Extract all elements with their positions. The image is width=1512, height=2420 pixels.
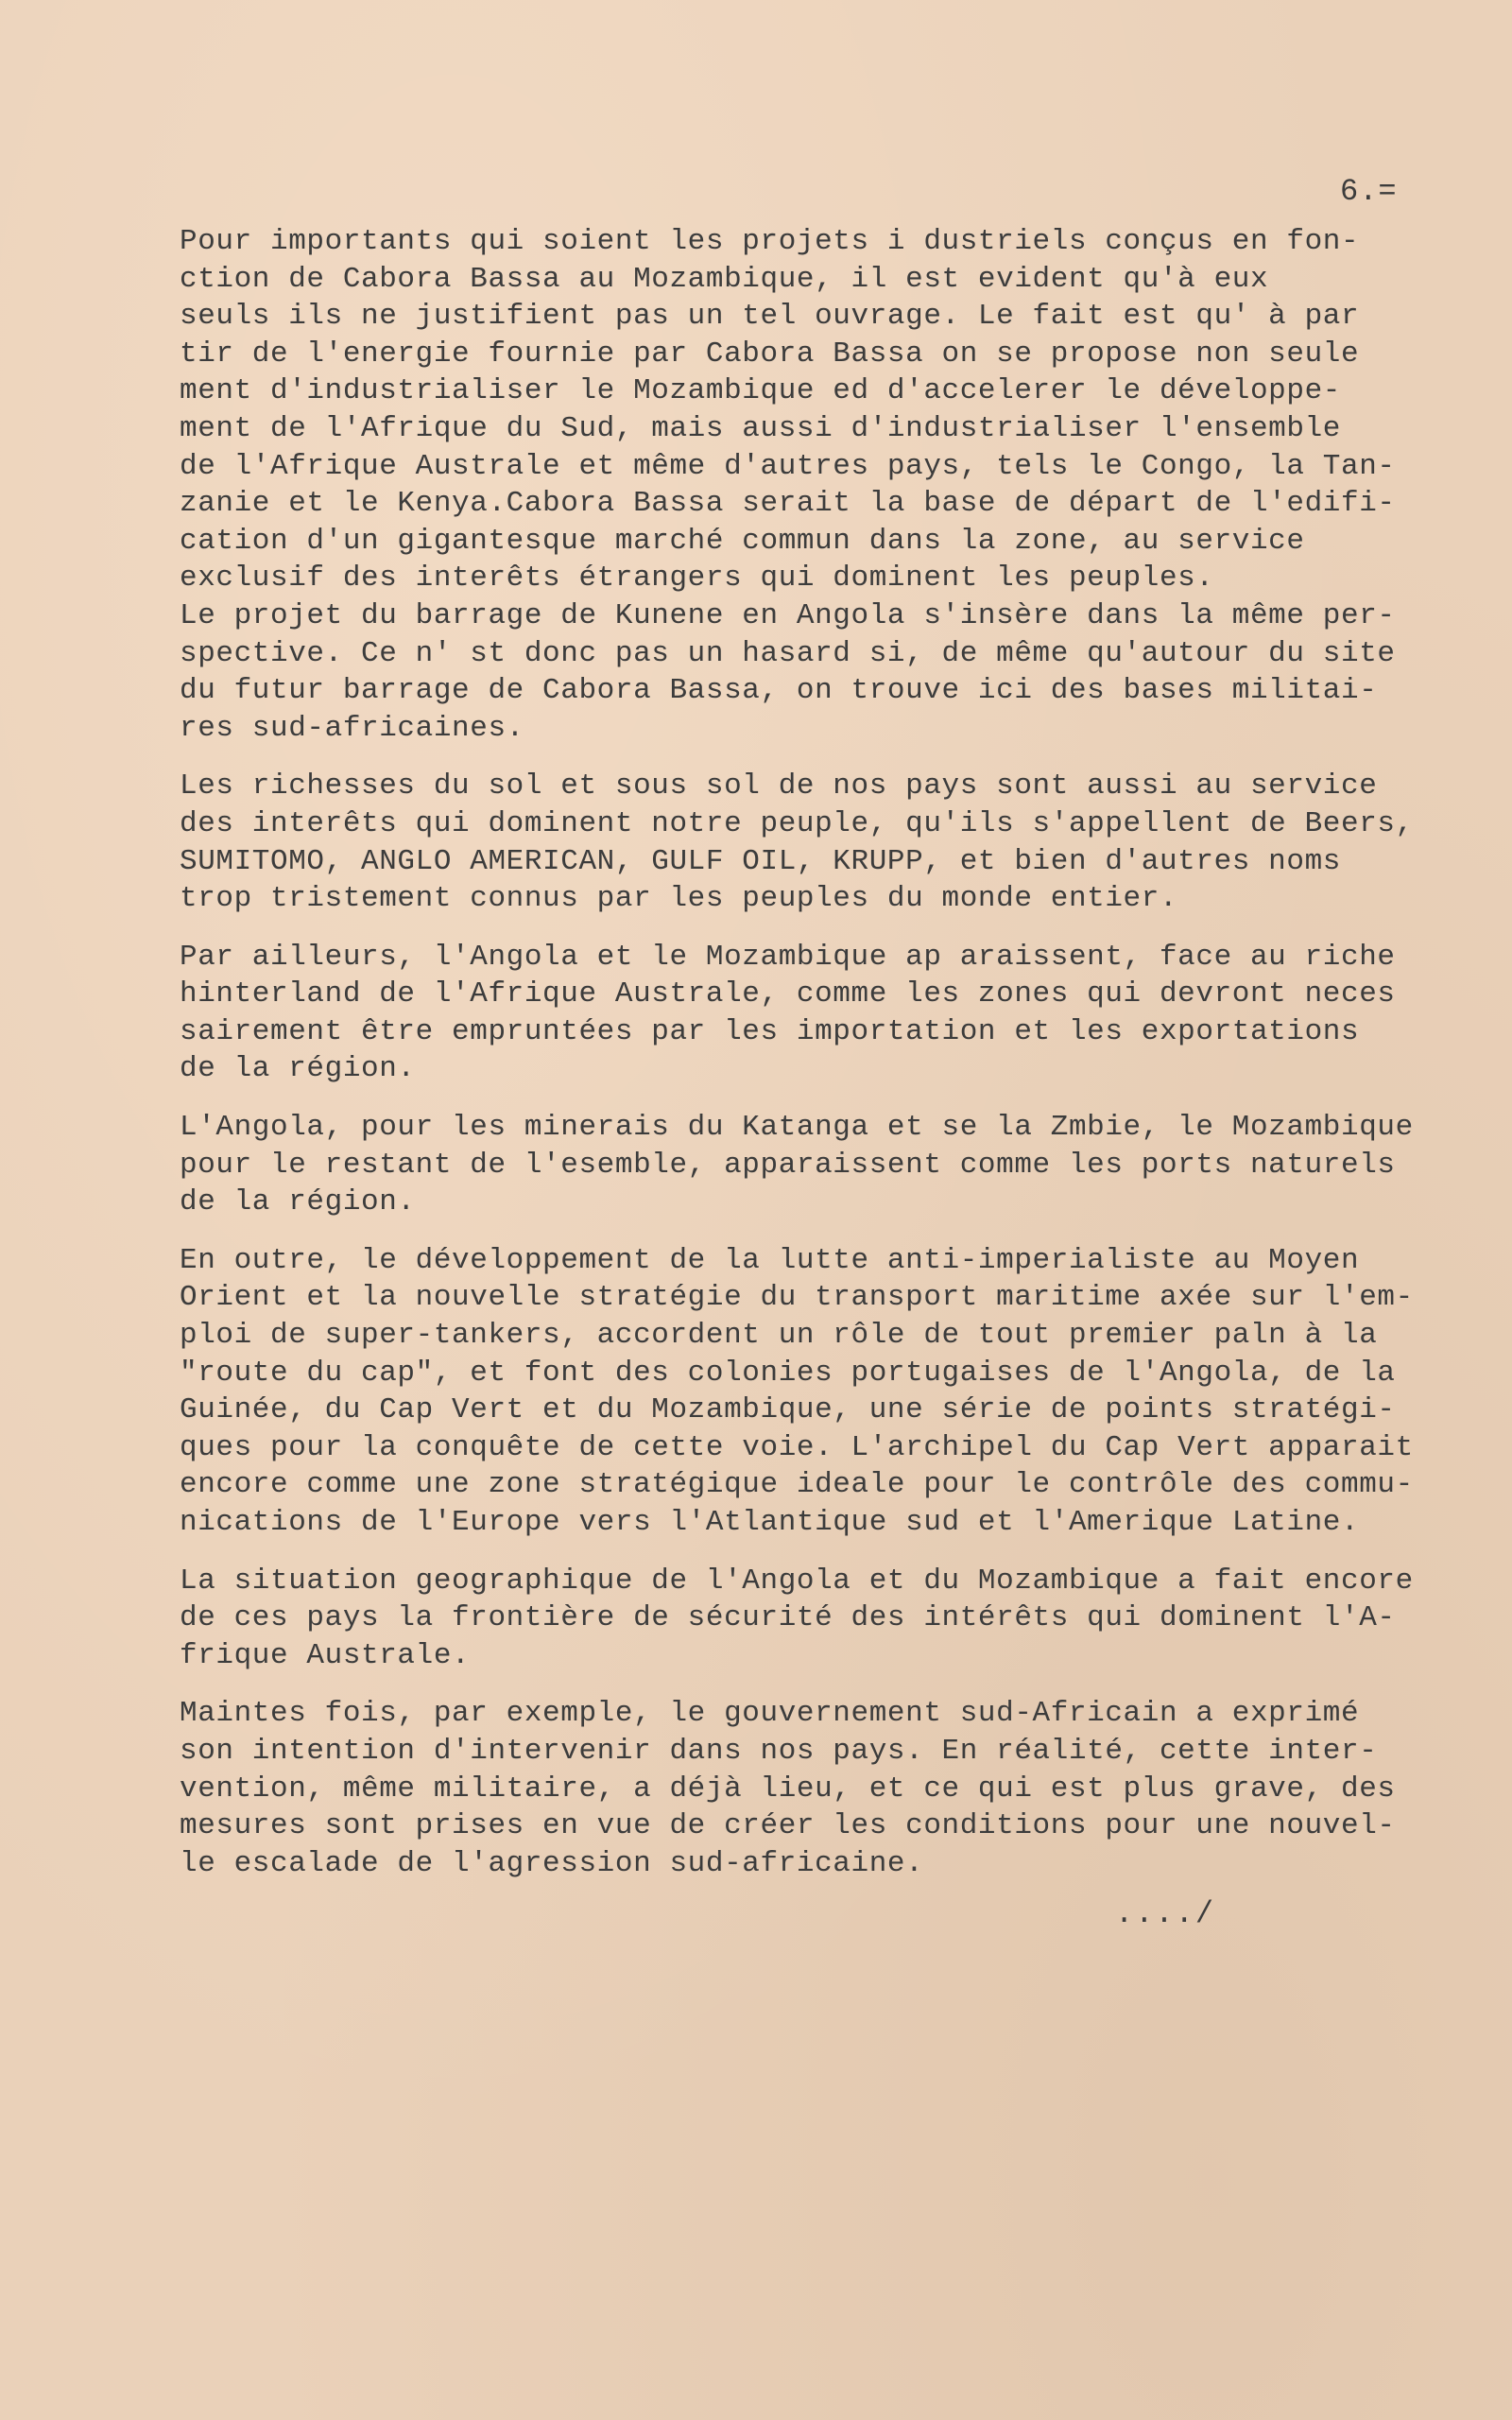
- text-line: exclusif des interêts étrangers qui dominent les peuples.: [180, 562, 1214, 596]
- text-line: En outre, le développement de la lutte anti-imperialiste au Moyen: [180, 1243, 1360, 1277]
- text-line: de ces pays la frontière de sécurité des intérêts qui dominent l'A-: [180, 1601, 1396, 1635]
- text-line: Guinée, du Cap Vert et du Mozambique, une série de points stratégi-: [180, 1393, 1396, 1427]
- text-line: cation d'un gigantesque marché commun dans la zone, au service: [180, 524, 1305, 558]
- text-line: Orient et la nouvelle stratégie du transport maritime axée sur l'em-: [180, 1281, 1414, 1315]
- text-line: Maintes fois, par exemple, le gouvernement sud-Africain a exprimé: [180, 1697, 1360, 1731]
- text-line: pour le restant de l'esemble, apparaissent comme les ports naturels: [180, 1148, 1396, 1182]
- paragraph-6: [180, 1563, 1493, 1675]
- text-line: vention, même militaire, a déjà lieu, et ce qui est plus grave, des: [180, 1772, 1396, 1806]
- text-line: ction de Cabora Bassa au Mozambique, il est evident qu'à eux: [180, 262, 1269, 296]
- text-line: mesures sont prises en vue de créer les conditions pour une nouvel-: [180, 1809, 1396, 1843]
- text-line: sairement être empruntées par les importation et les exportations: [180, 1014, 1360, 1048]
- text-line: tir de l'energie fournie par Cabora Bassa on se propose non seule: [180, 337, 1360, 371]
- text-line: seuls ils ne justifient pas un tel ouvrage. Le fait est qu' à par: [180, 300, 1360, 334]
- text-line: hinterland de l'Afrique Australe, comme les zones qui devront neces: [180, 977, 1396, 1011]
- paragraph-3: [180, 939, 1493, 1088]
- text-line: encore comme une zone stratégique ideale pour le contrôle des commu-: [180, 1468, 1414, 1502]
- text-line: des interêts qui dominent notre peuple, qu'ils s'appellent de Beers,: [180, 806, 1414, 840]
- text-line: de l'Afrique Australe et même d'autres pays, tels le Congo, la Tan-: [180, 449, 1396, 483]
- text-line: de la région.: [180, 1185, 416, 1219]
- paragraph-7: [180, 1695, 1493, 1882]
- text-line: res sud-africaines.: [180, 711, 524, 745]
- text-line: spective. Ce n' st donc pas un hasard si, de même qu'autour du site: [180, 636, 1396, 670]
- text-line: ques pour la conquête de cette voie. L'archipel du Cap Vert apparait: [180, 1430, 1414, 1464]
- text-line: du futur barrage de Cabora Bassa, on trouve ici des bases militai-: [180, 674, 1378, 708]
- text-line: Pour importants qui soient les projets i dustriels conçus en fon-: [180, 225, 1360, 258]
- text-line: ment de l'Afrique du Sud, mais aussi d'industrialiser l'ensemble: [180, 411, 1341, 445]
- text-line: de la région.: [180, 1052, 416, 1086]
- paragraph-4: [180, 1109, 1493, 1221]
- text-line: trop tristement connus par les peuples du monde entier.: [180, 882, 1178, 916]
- text-line: zanie et le Kenya.Cabora Bassa serait la base de départ de l'edifi-: [180, 487, 1396, 521]
- paragraph-2: [180, 768, 1493, 917]
- text-line: La situation geographique de l'Angola et du Mozambique a fait encore: [180, 1564, 1414, 1598]
- page-number: 6.=: [1340, 174, 1398, 209]
- text-line: Les richesses du sol et sous sol de nos pays sont aussi au service: [180, 769, 1378, 804]
- text-line: SUMITOMO, ANGLO AMERICAN, GULF OIL, KRUPP, et bien d'autres noms: [180, 844, 1341, 878]
- paragraph-5: [180, 1242, 1493, 1542]
- text-line: Le projet du barrage de Kunene en Angola s'insère dans la même per-: [180, 598, 1396, 632]
- text-line: nications de l'Europe vers l'Atlantique sud et l'Amerique Latine.: [180, 1506, 1360, 1539]
- text-line: Par ailleurs, l'Angola et le Mozambique ap araissent, face au riche: [180, 940, 1396, 974]
- text-line: ploi de super-tankers, accordent un rôle de tout premier paln à la: [180, 1319, 1378, 1353]
- continuation-mark: ..../: [1115, 1896, 1216, 1931]
- text-line: son intention d'intervenir dans nos pays. En réalité, cette inter-: [180, 1734, 1378, 1768]
- text-line: le escalade de l'agression sud-africaine.: [180, 1846, 924, 1880]
- text-line: "route du cap", et font des colonies portugaises de l'Angola, de la: [180, 1356, 1396, 1390]
- text-line: ment d'industrialiser le Mozambique ed d'accelerer le développe-: [180, 374, 1341, 408]
- paragraph-1: [180, 223, 1493, 747]
- text-line: frique Australe.: [180, 1638, 471, 1672]
- text-line: L'Angola, pour les minerais du Katanga et se la Zmbie, le Mozambique: [180, 1111, 1414, 1145]
- document-body: [180, 223, 1493, 1903]
